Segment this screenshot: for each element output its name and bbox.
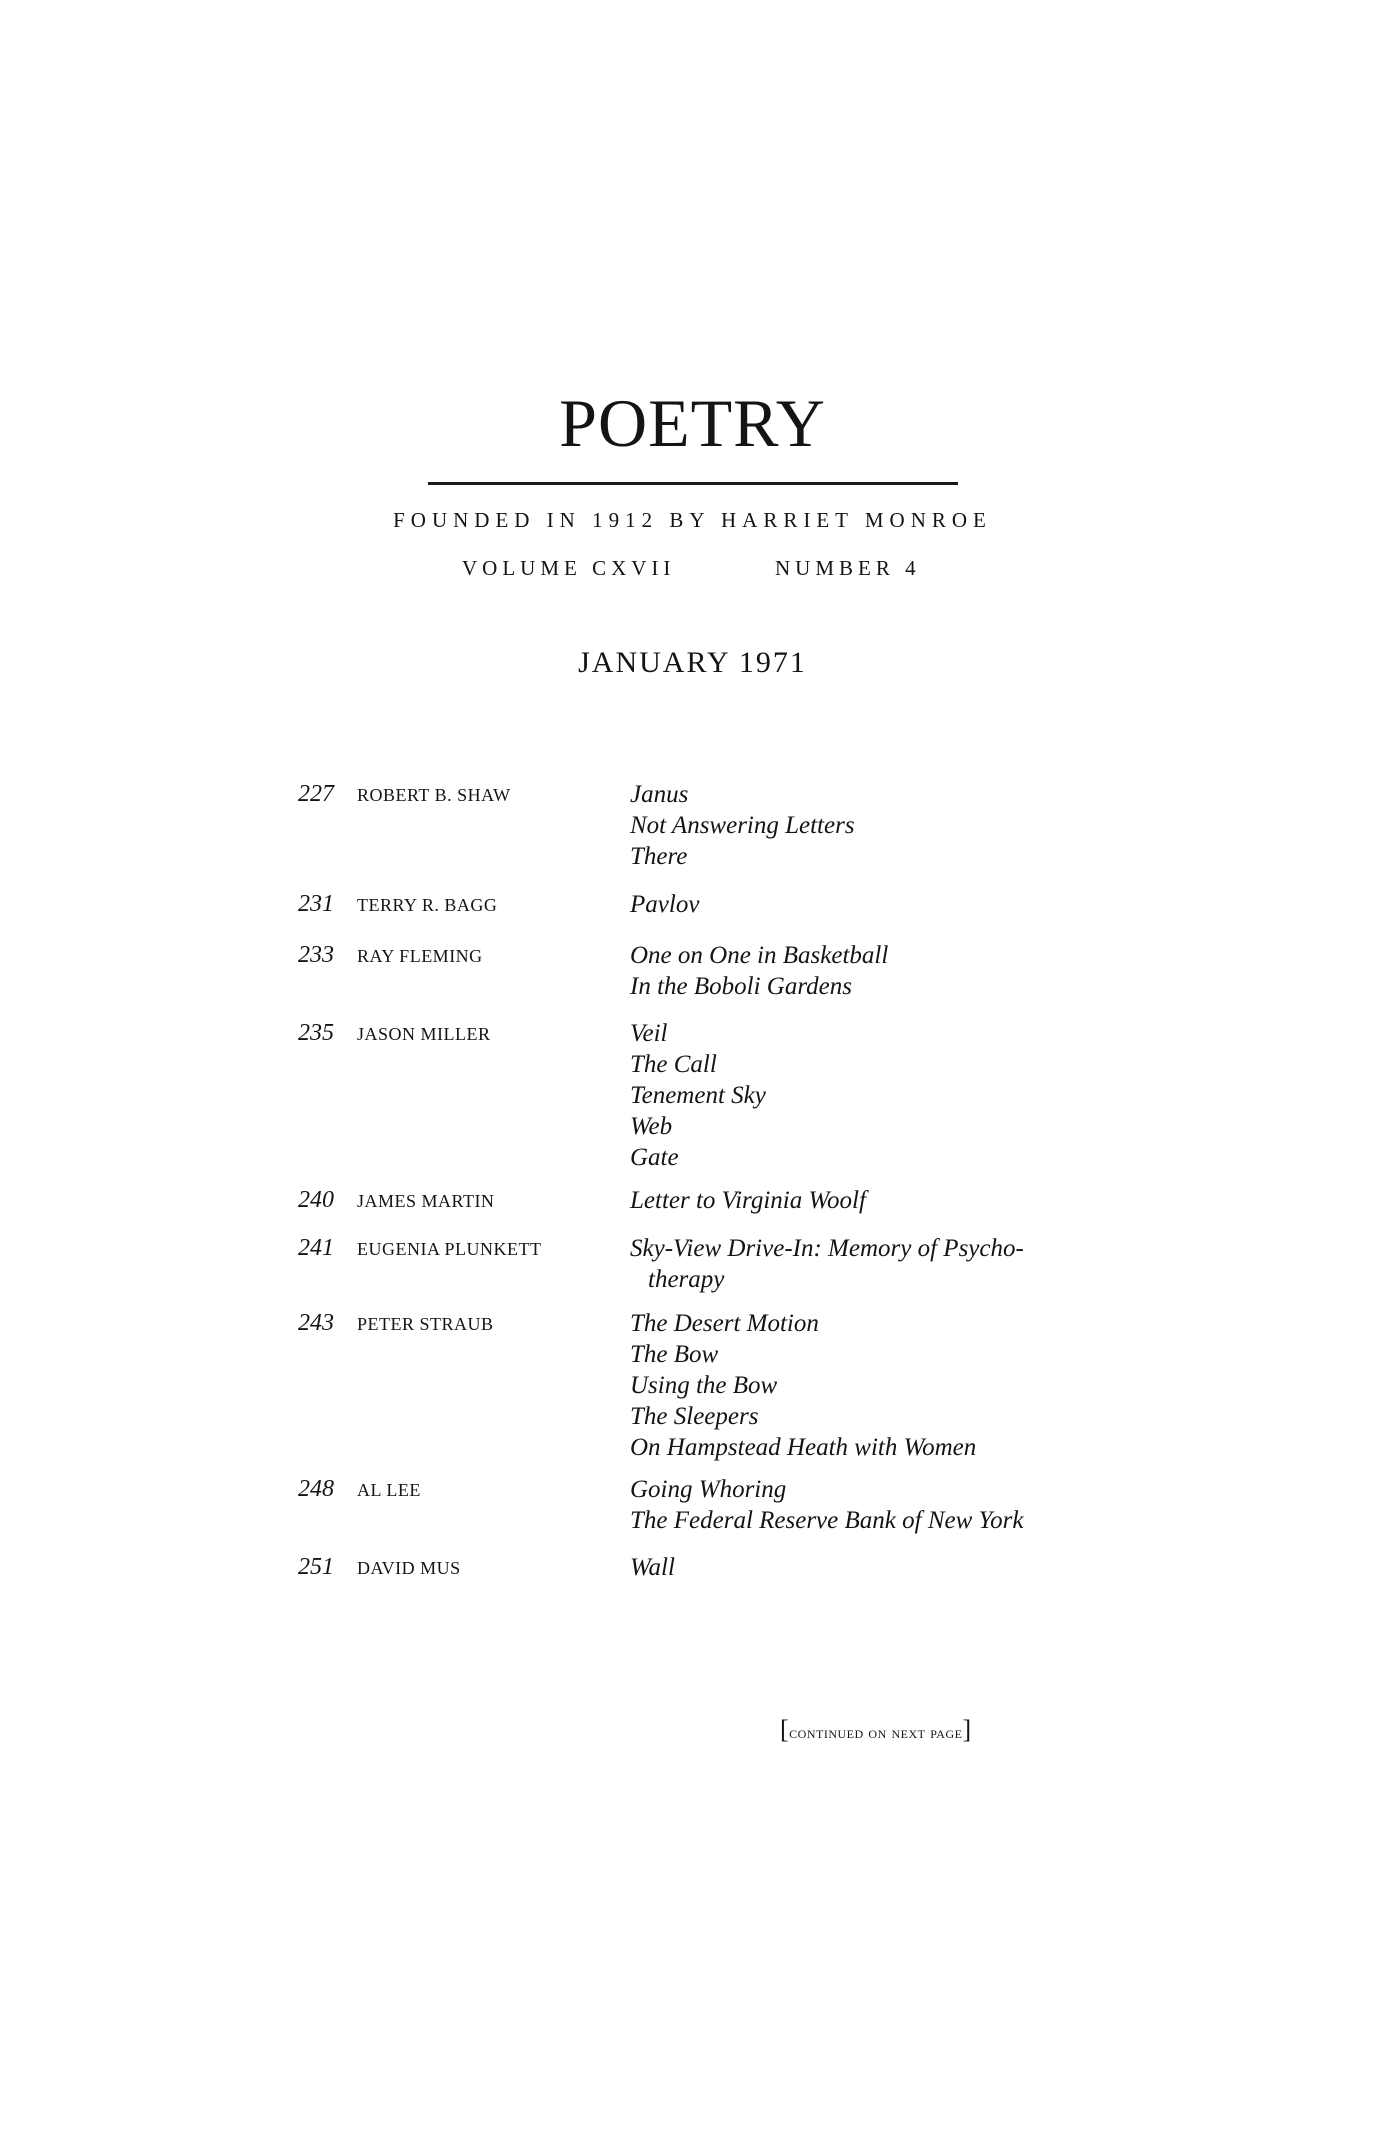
close-bracket: ] xyxy=(962,1715,972,1744)
toc-author: AL LEE xyxy=(357,1480,421,1500)
issue-number-label: NUMBER 4 xyxy=(775,556,921,580)
toc-poem-title: The Sleepers xyxy=(630,1403,759,1430)
continued-notice xyxy=(780,1715,972,1745)
toc-poem-list xyxy=(630,1018,766,1173)
toc-poem-title: Gate xyxy=(630,1144,679,1171)
toc-page-number: 233 xyxy=(298,942,334,968)
toc-poem-title: In the Boboli Gardens xyxy=(630,973,852,1000)
toc-page-number: 243 xyxy=(298,1310,334,1336)
continued-text: continued on next page xyxy=(789,1723,963,1742)
toc-poem-list xyxy=(630,1474,1023,1536)
volume-label: VOLUME CXVII xyxy=(462,556,676,580)
toc-author: JASON MILLER xyxy=(357,1024,491,1044)
toc-page-number: 240 xyxy=(298,1187,334,1213)
toc-page-number: 235 xyxy=(298,1020,334,1046)
toc-poem-title: Tenement Sky xyxy=(630,1082,766,1109)
toc-author: TERRY R. BAGG xyxy=(357,895,498,915)
toc-poem-title: The Bow xyxy=(630,1341,719,1368)
toc-poem-list xyxy=(630,1233,1024,1295)
toc-author: DAVID MUS xyxy=(357,1558,461,1578)
toc-poem-title: Wall xyxy=(630,1554,675,1581)
toc-poem-title: There xyxy=(630,843,688,870)
toc-poem-title: Not Answering Letters xyxy=(630,812,855,839)
toc-poem-title: Sky-View Drive-In: Memory of Psycho- xyxy=(630,1235,1024,1262)
toc-poem-title: Veil xyxy=(630,1020,668,1047)
issue-date: JANUARY 1971 xyxy=(578,646,807,679)
toc-poem-title: Janus xyxy=(630,781,689,808)
toc-author: JAMES MARTIN xyxy=(357,1191,495,1211)
toc-page-number: 231 xyxy=(298,891,334,917)
toc-page-number: 251 xyxy=(298,1554,334,1580)
toc-poem-title: On Hampstead Heath with Women xyxy=(630,1434,977,1461)
toc-poem-list xyxy=(630,940,888,1002)
toc-page-number: 227 xyxy=(298,781,334,807)
toc-poem-list xyxy=(630,1308,976,1463)
toc-author: RAY FLEMING xyxy=(357,946,483,966)
toc-poem-title: Pavlov xyxy=(630,891,700,918)
toc-poem-title: therapy xyxy=(648,1266,725,1293)
toc-poem-title: Going Whoring xyxy=(630,1476,787,1503)
toc-poem-title: Letter to Virginia Woolf xyxy=(630,1187,866,1214)
toc-poem-list xyxy=(630,1552,675,1583)
toc-page-number: 248 xyxy=(298,1476,334,1502)
title-rule xyxy=(428,482,958,485)
founded-line: FOUNDED IN 1912 BY HARRIET MONROE xyxy=(393,508,992,532)
journal-title: POETRY xyxy=(559,385,826,461)
toc-poem-title: Using the Bow xyxy=(630,1372,778,1399)
toc-poem-list xyxy=(630,1185,866,1216)
toc-poem-list xyxy=(630,889,699,920)
toc-poem-title: Web xyxy=(630,1113,673,1140)
toc-author: ROBERT B. SHAW xyxy=(357,785,511,805)
toc-page-number: 241 xyxy=(298,1235,334,1261)
open-bracket: [ xyxy=(780,1715,790,1744)
toc-poem-title: The Desert Motion xyxy=(630,1310,819,1337)
toc-author: PETER STRAUB xyxy=(357,1314,494,1334)
toc-poem-title: One on One in Basketball xyxy=(630,942,889,969)
toc-poem-title: The Call xyxy=(630,1051,717,1078)
toc-poem-title: The Federal Reserve Bank of New York xyxy=(630,1507,1024,1534)
toc-author: EUGENIA PLUNKETT xyxy=(357,1239,542,1259)
toc-poem-list xyxy=(630,779,855,872)
